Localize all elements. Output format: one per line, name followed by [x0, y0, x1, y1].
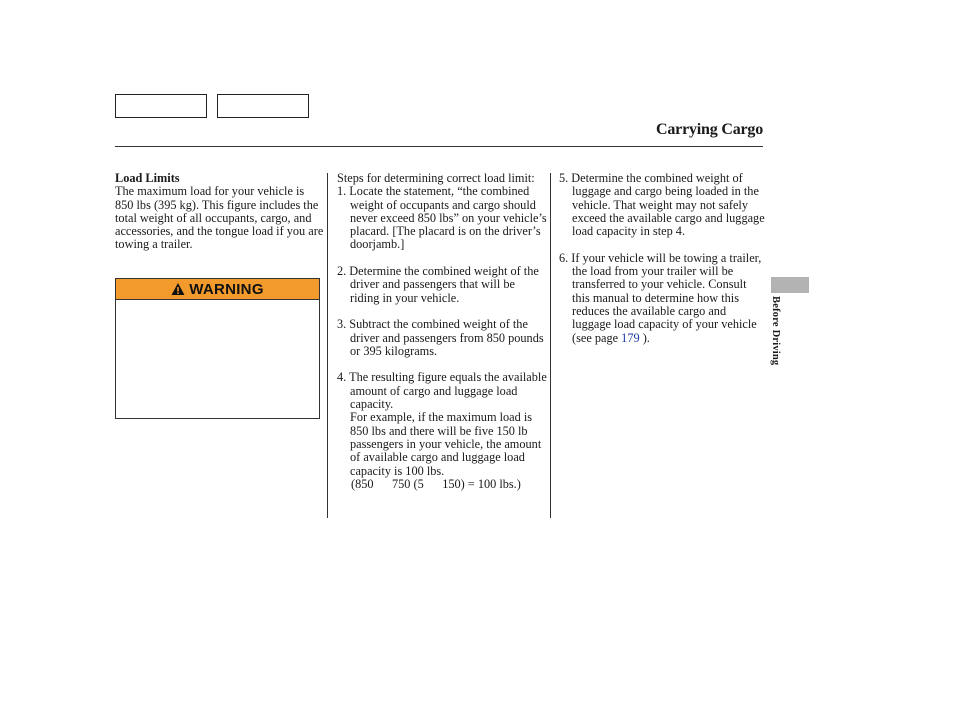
step-6-see: (see page — [572, 330, 622, 345]
middle-column — [337, 172, 547, 491]
title-divider — [115, 146, 763, 147]
step-6 — [559, 252, 765, 345]
step-5: 5. Determine the combined weight of luggage and cargo being loaded in the vehicle. That weight may not safely exceed the available cargo and luggage load capacity in step 4. — [559, 171, 765, 239]
page-179-link[interactable]: 179 — [621, 330, 640, 345]
page-title: Carrying Cargo — [656, 121, 763, 138]
column-divider — [327, 173, 328, 518]
warning-label: WARNING — [189, 280, 264, 298]
section-heading: Load Limits — [115, 171, 180, 185]
steps-intro: Steps for determining correct load limit: — [337, 171, 535, 185]
step-1: 1. Locate the statement, “the combined weight of occupants and cargo should never exceed 850 lbs” on your vehicle’s placard. [The placard is on the driver’s doorjamb.] — [337, 184, 547, 252]
left-column — [115, 172, 325, 252]
warning-header — [116, 279, 319, 300]
step-2: 2. Determine the combined weight of the driver and passengers that will be riding in your vehicle. — [337, 264, 539, 305]
warning-box — [115, 278, 320, 419]
step-4: 4. The resulting figure equals the available amount of cargo and luggage load capacity. — [337, 370, 547, 412]
load-limits-paragraph: The maximum load for your vehicle is 850 lbs (395 kg). This figure includes the total weight of all occupants, cargo, and accessories, and the tongue load if you are towing a trailer. — [115, 184, 324, 252]
warning-triangle-icon — [171, 282, 185, 296]
step-4-equation: (850 750 (5 150) = 100 lbs.) — [351, 476, 521, 491]
nav-previous-button[interactable] — [115, 94, 207, 118]
step-4-example: For example, if the maximum load is 850 lbs and there will be five 150 lb passengers in your vehicle, the amount of available cargo and luggage load capacity is 100 lbs. — [350, 410, 542, 478]
step-3: 3. Subtract the combined weight of the driver and passengers from 850 pounds or 395 kilograms. — [337, 317, 544, 358]
column-divider — [550, 173, 551, 518]
step-6-text: 6. If your vehicle will be towing a trailer, the load from your trailer will be transferred to your vehicle. Consult this manual to determine how this reduces the available cargo and luggage load capacity of your vehicle — [559, 250, 762, 332]
right-column — [559, 172, 765, 345]
section-tab — [771, 277, 809, 293]
section-label: Before Driving — [770, 296, 781, 366]
nav-next-button[interactable] — [217, 94, 309, 118]
step-6-end: ). — [639, 330, 650, 345]
